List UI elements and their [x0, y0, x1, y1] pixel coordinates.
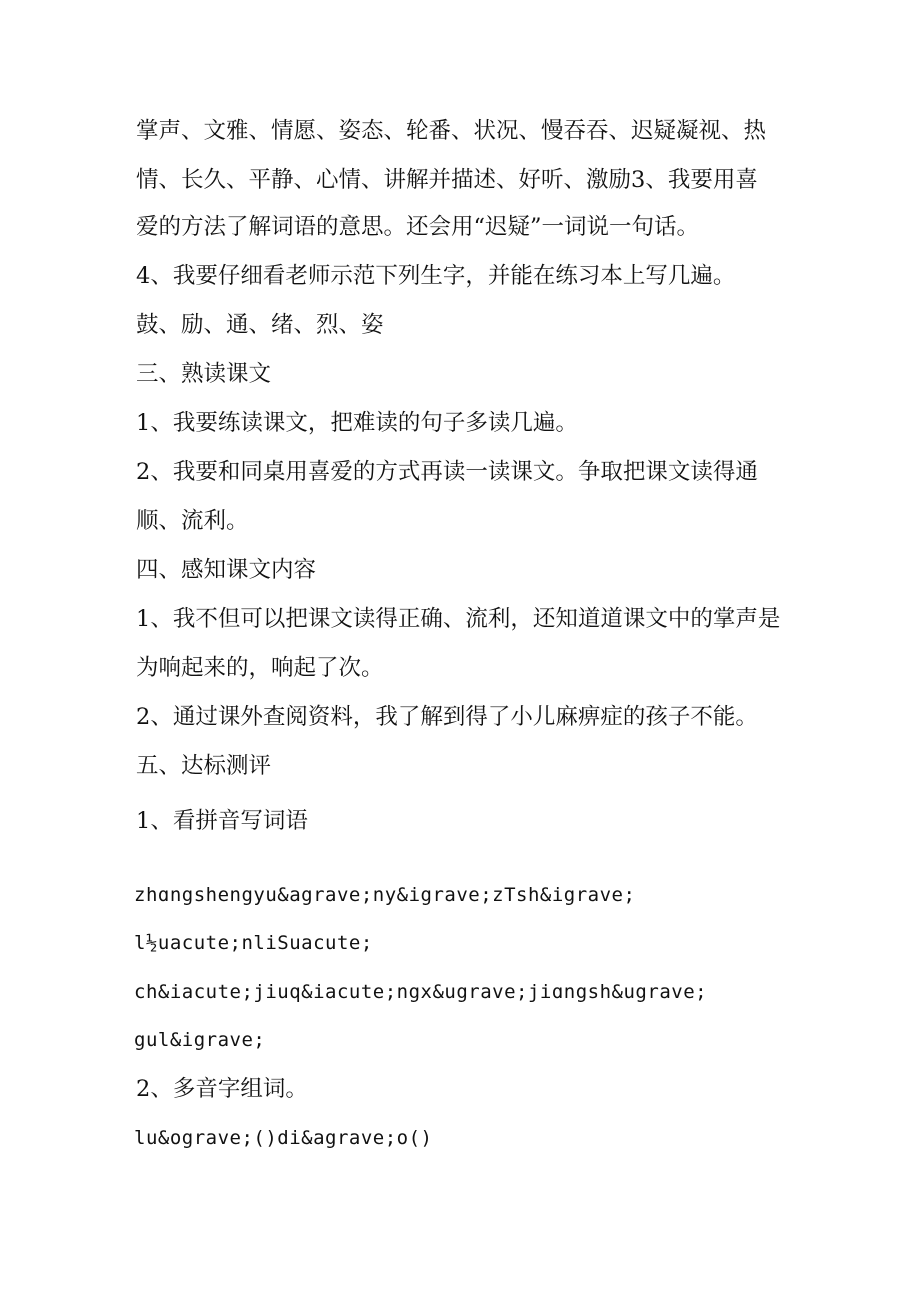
text-line: 顺、流利。	[136, 508, 249, 534]
section-heading: 五、达标测评	[136, 753, 272, 779]
text-line: 爱的方法了解词语的意思。还会用“迟疑”一词说一句话。	[136, 214, 700, 240]
text-line: 1、我要练读课文，把难读的句子多读几遍。	[136, 410, 578, 436]
text-line: 鼓、励、通、绪、烈、姿	[136, 312, 384, 338]
pinyin-line: l½uacute;nliSuacute;	[134, 932, 373, 954]
pinyin-line: gul&igrave;	[134, 1029, 266, 1051]
text-line: 4、我要仔细看老师示范下列生字，并能在练习本上写几遍。	[136, 263, 736, 289]
section-2-title: 2、多音字组词。	[136, 1076, 308, 1102]
polyphone-line: lu&ograve;()di&agrave;o()	[134, 1127, 433, 1149]
text-line: 为响起来的，响起了次。	[136, 655, 384, 681]
text-line: 掌声、文雅、情愿、姿态、轮番、状况、慢吞吞、迟疑凝视、热	[136, 118, 767, 144]
text-line: 2、我要和同桌用喜爱的方式再读一读课文。争取把课文读得通	[136, 459, 758, 485]
text-line: 情、长久、平静、心情、讲解并描述、好听、激励3、我要用喜	[136, 167, 758, 193]
text-line: 2、通过课外查阅资料，我了解到得了小儿麻痹症的孩子不能。	[136, 704, 758, 730]
pinyin-line: zhɑngshengyu&agrave;ny&igrave;zTsh&igrave;	[134, 884, 636, 906]
section-heading: 三、熟读课文	[136, 361, 272, 387]
section-heading: 四、感知课文内容	[136, 557, 317, 583]
pinyin-line: ch&iacute;jiuq&iacute;ngx&ugrave;jiɑngsh&ugrave;	[134, 981, 708, 1003]
text-line: 1、我不但可以把课文读得正确、流利，还知道道课文中的掌声是	[136, 606, 781, 632]
text-line: 1、看拼音写词语	[136, 808, 308, 834]
